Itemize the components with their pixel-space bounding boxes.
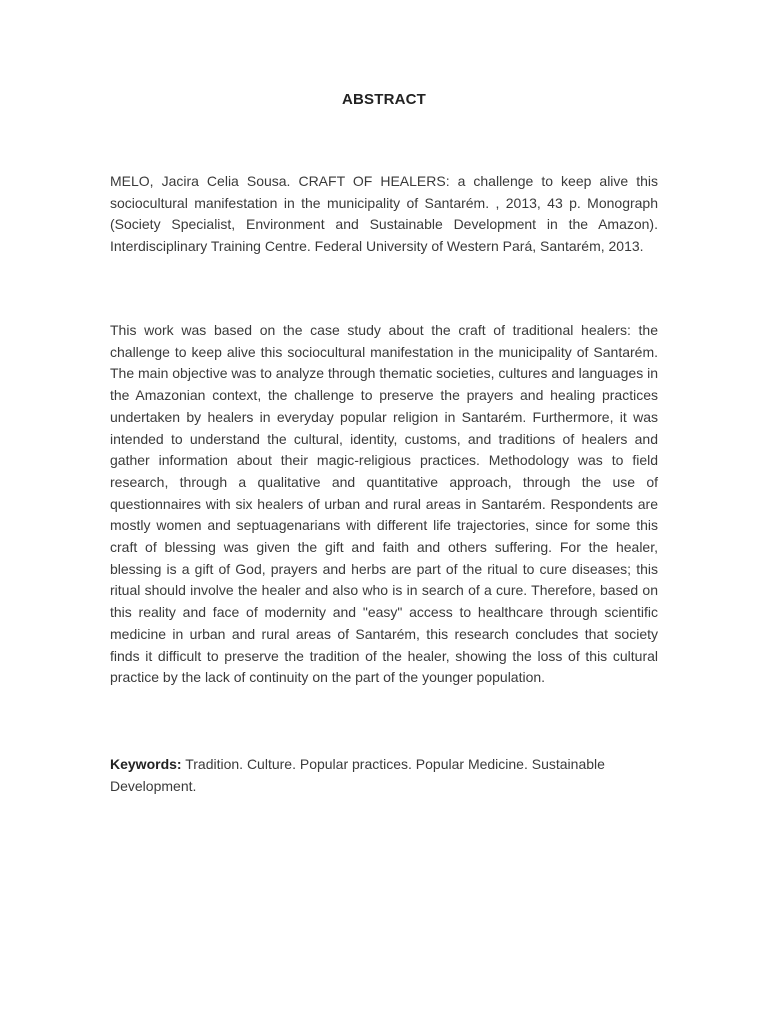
keywords-label: Keywords: bbox=[110, 756, 182, 772]
keywords-text: Tradition. Culture. Popular practices. Popular Medicine. Sustainable Development. bbox=[110, 756, 605, 794]
bibliographic-reference: MELO, Jacira Celia Sousa. CRAFT OF HEALERS: a challenge to keep alive this sociocultural manifestation in the municipality of Santarém. , 2013, 43 p. Monograph (Society Specialist, Environment and Sustainable Development in the Amazon). Interdisciplinary Training Centre. Federal University of Western Pará, Santarém, 2013. bbox=[110, 173, 658, 255]
abstract-body: This work was based on the case study about the craft of traditional healers: the challenge to keep alive this sociocultural manifestation in the municipality of Santarém. The main objective was to analyze through thematic societies, cultures and languages in the Amazonian context, the challenge to preserve the prayers and healing practices undertaken by healers in everyday popular religion in Santarém. Furthermore, it was intended to understand the cultural, identity, customs, and traditions of healers and gather information about their magic-religious practices. Methodology was to field research, through a qualitative and quantitative approach, through the use of questionnaires with six healers of urban and rural areas in Santarém. Respondents are mostly women and septuagenarians with different life trajectories, since for some this craft of blessing was given the gift and faith and others suffering. For the healer, blessing is a gift of God, prayers and herbs are part of the ritual to cure diseases; this ritual should involve the healer and also who is in search of a cure. Therefore, based on this reality and face of modernity and "easy" access to healthcare through scientific medicine in urban and rural areas of Santarém, this research concludes that society finds it difficult to preserve the tradition of the healer, showing the loss of this cultural practice by the lack of continuity on the part of the younger population. bbox=[110, 322, 658, 686]
keywords-paragraph bbox=[110, 754, 658, 797]
page-title: ABSTRACT bbox=[341, 91, 427, 108]
